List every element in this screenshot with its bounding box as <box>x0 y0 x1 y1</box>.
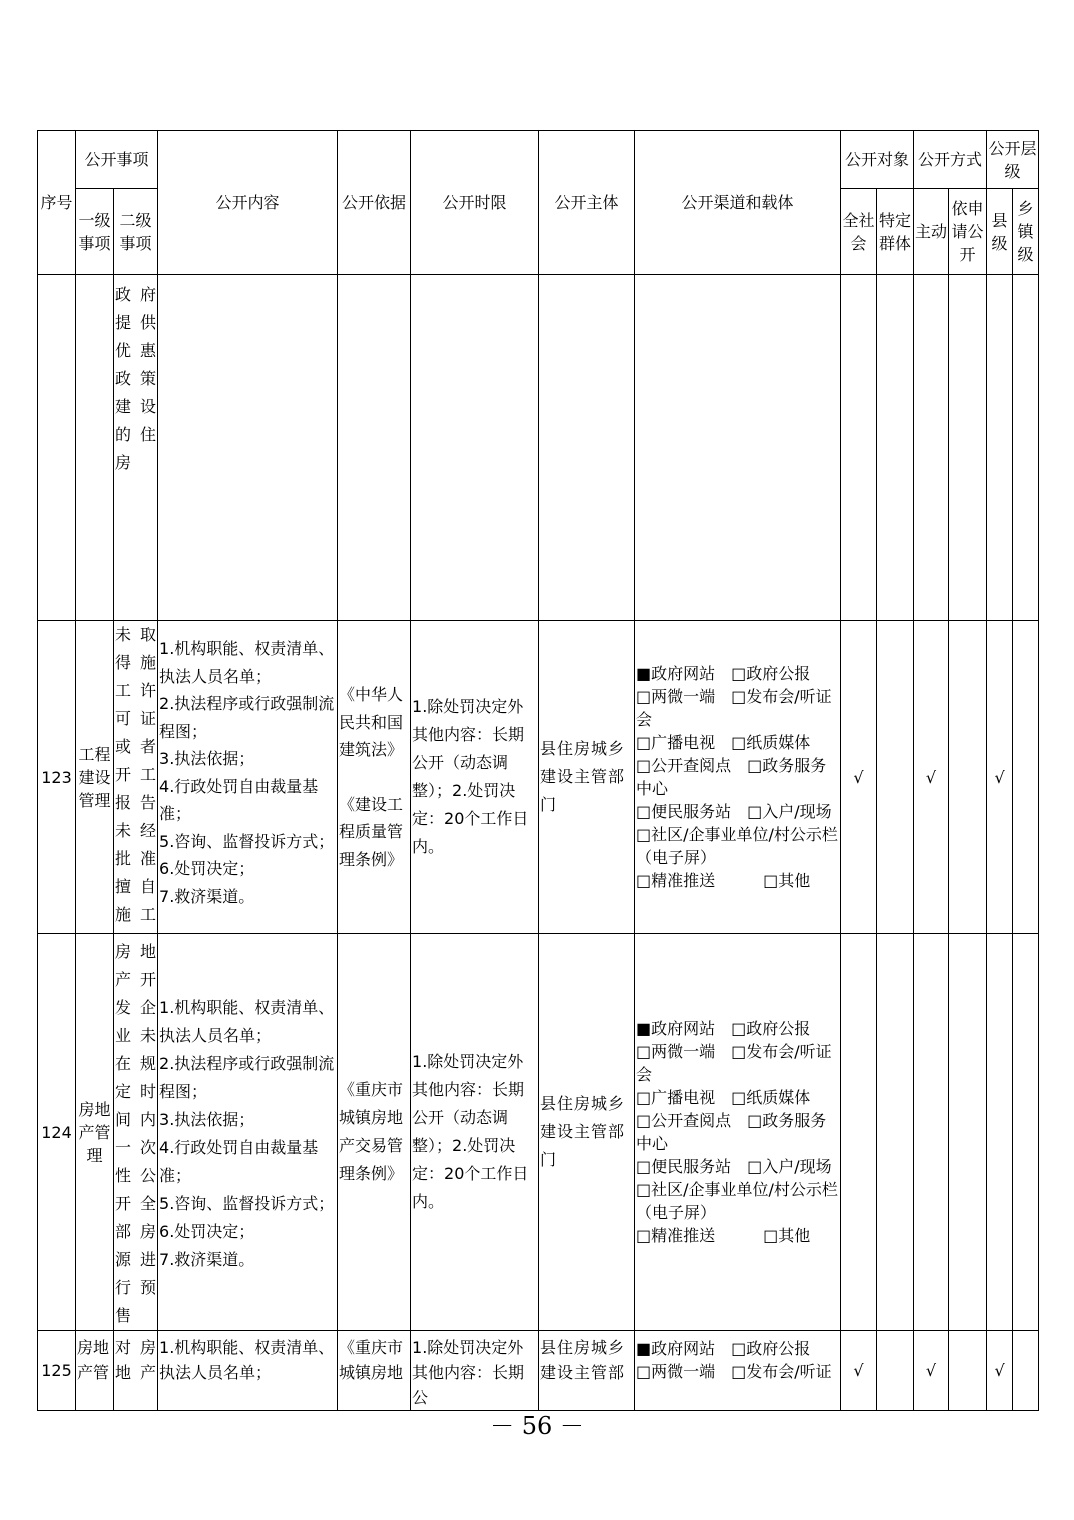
basis-line: 《重庆市城镇房地产交易管理条例》 <box>339 1080 404 1183</box>
on-request-cell <box>949 621 987 934</box>
timelimit-cell: 1.除处罚决定外其他内容：长期公 <box>411 1331 539 1411</box>
township-cell <box>1013 621 1039 934</box>
basis-cell <box>338 275 411 621</box>
content-line: 7.救济渠道。 <box>159 886 255 906</box>
page-number: － 56 － <box>490 1412 584 1440</box>
basis-line: 《建设工程质量管理条例》 <box>339 794 404 869</box>
basis-cell <box>338 1331 411 1411</box>
header-active: 主动 <box>914 189 949 275</box>
header-timelimit: 公开时限 <box>411 131 539 275</box>
channel-line: □精准推送 □其他 <box>636 871 811 890</box>
specific-group-cell <box>877 621 914 934</box>
timelimit-cell <box>411 275 539 621</box>
header-basis: 公开依据 <box>338 131 411 275</box>
channel-line: □社区/企事业单位/村公示栏（电子屏） <box>636 1180 838 1222</box>
channel-line: ■政府网站 □政府公报 <box>636 1019 811 1038</box>
basis-cell <box>338 934 411 1331</box>
on-request-cell <box>949 275 987 621</box>
channel-line: □公开查阅点 □政务服务中心 <box>636 1111 827 1153</box>
header-audience: 公开对象 <box>841 131 914 189</box>
content-cell <box>158 621 338 934</box>
header-channel: 公开渠道和载体 <box>635 131 841 275</box>
table-row <box>38 1331 1039 1411</box>
level1-cell: 房地产管理 <box>76 934 114 1331</box>
header-all-society: 全社会 <box>841 189 877 275</box>
county-cell: √ <box>987 621 1013 934</box>
content-line: 7.救济渠道。 <box>159 1250 255 1269</box>
on-request-cell <box>949 1331 987 1411</box>
header-township: 乡镇级 <box>1013 189 1039 275</box>
subject-cell: 县住房城乡建设主管部门 <box>539 934 635 1331</box>
level2-cell: 政府提供优惠政策建设的住房 <box>114 275 158 621</box>
specific-group-cell <box>877 1331 914 1411</box>
channel-cell <box>635 934 841 1331</box>
basis-line: 《中华人民共和国建筑法》 <box>339 685 404 759</box>
basis-line: 《重庆市城镇房地 <box>339 1338 404 1382</box>
active-cell <box>914 275 949 621</box>
content-line: 1.机构职能、权责清单、执法人员名单； <box>159 998 335 1045</box>
header-county: 县级 <box>987 189 1013 275</box>
all-society-cell: √ <box>841 621 877 934</box>
content-line: 3.执法依据； <box>159 749 255 768</box>
county-cell <box>987 275 1013 621</box>
level1-cell <box>76 275 114 621</box>
header-level1: 一级事项 <box>76 189 114 275</box>
content-line: 1.机构职能、权责清单、执法人员名单； <box>159 1338 335 1382</box>
subject-cell: 县住房城乡建设主管部 <box>539 1331 635 1411</box>
channel-line: □广播电视 □纸质媒体 <box>636 1088 811 1107</box>
all-society-cell: √ <box>841 1331 877 1411</box>
content-cell <box>158 1331 338 1411</box>
header-level2: 二级事项 <box>114 189 158 275</box>
subject-cell <box>539 275 635 621</box>
channel-line: □社区/企事业单位/村公示栏（电子屏） <box>636 825 838 867</box>
header-specific-group: 特定群体 <box>877 189 914 275</box>
basis-cell <box>338 621 411 934</box>
header-content: 公开内容 <box>158 131 338 275</box>
active-cell <box>914 934 949 1331</box>
header-on-request: 依申请公开 <box>949 189 987 275</box>
content-line: 1.机构职能、权责清单、执法人员名单； <box>159 639 335 686</box>
channel-line: □两微一端 □发布会/听证 <box>636 1362 832 1381</box>
content-line: 6.处罚决定； <box>159 859 255 878</box>
on-request-cell <box>949 934 987 1331</box>
content-cell <box>158 275 338 621</box>
all-society-cell <box>841 275 877 621</box>
active-cell: √ <box>914 621 949 934</box>
table-row <box>38 621 1039 934</box>
header-items: 公开事项 <box>76 131 158 189</box>
channel-line: □广播电视 □纸质媒体 <box>636 733 811 752</box>
level2-cell: 对房地产 <box>114 1331 158 1411</box>
subject-cell: 县住房城乡建设主管部门 <box>539 621 635 934</box>
table-row <box>38 934 1039 1331</box>
channel-line: □精准推送 □其他 <box>636 1226 811 1245</box>
header-subject: 公开主体 <box>539 131 635 275</box>
content-line: 6.处罚决定； <box>159 1222 255 1241</box>
timelimit-cell: 1.除处罚决定外其他内容：长期公开（动态调整）；2.处罚决定：20个工作日内。 <box>411 621 539 934</box>
content-line: 2.执法程序或行政强制流程图； <box>159 694 335 741</box>
content-line: 2.执法程序或行政强制流程图； <box>159 1054 335 1101</box>
seq-cell: 123 <box>38 621 76 934</box>
township-cell <box>1013 934 1039 1331</box>
level2-cell: 未取得施工许可证或者开工报告未经批准擅自施工 <box>114 621 158 934</box>
channel-line: □公开查阅点 □政务服务中心 <box>636 756 827 798</box>
table-row-continued <box>38 275 1039 621</box>
content-line: 3.执法依据； <box>159 1110 255 1129</box>
county-cell <box>987 934 1013 1331</box>
township-cell <box>1013 1331 1039 1411</box>
channel-line: ■政府网站 □政府公报 <box>636 1339 811 1358</box>
content-line: 4.行政处罚自由裁量基准； <box>159 776 319 823</box>
seq-cell: 124 <box>38 934 76 1331</box>
content-cell <box>158 934 338 1331</box>
channel-line: □便民服务站 □入户/现场 <box>636 802 832 821</box>
channel-cell <box>635 275 841 621</box>
header-seq: 序号 <box>38 131 76 275</box>
seq-cell <box>38 275 76 621</box>
header-tier: 公开层级 <box>987 131 1039 189</box>
township-cell <box>1013 275 1039 621</box>
channel-line: ■政府网站 □政府公报 <box>636 664 811 683</box>
disclosure-table <box>37 130 1039 1411</box>
specific-group-cell <box>877 275 914 621</box>
header-method: 公开方式 <box>914 131 987 189</box>
seq-cell: 125 <box>38 1331 76 1411</box>
all-society-cell <box>841 934 877 1331</box>
channel-cell <box>635 621 841 934</box>
level2-cell: 房地产开发企业未在规定时间内一次性公开全部房源进行预售 <box>114 934 158 1331</box>
channel-line: □两微一端 □发布会/听证会 <box>636 1042 832 1084</box>
level1-cell: 工程建设管理 <box>76 621 114 934</box>
timelimit-cell: 1.除处罚决定外其他内容：长期公开（动态调整）；2.处罚决定：20个工作日内。 <box>411 934 539 1331</box>
channel-cell <box>635 1331 841 1411</box>
level1-cell: 房地产管 <box>76 1331 114 1411</box>
content-line: 5.咨询、监督投诉方式； <box>159 1194 335 1213</box>
content-line: 4.行政处罚自由裁量基准； <box>159 1138 319 1185</box>
county-cell: √ <box>987 1331 1013 1411</box>
specific-group-cell <box>877 934 914 1331</box>
active-cell: √ <box>914 1331 949 1411</box>
content-line: 5.咨询、监督投诉方式； <box>159 831 335 851</box>
channel-line: □便民服务站 □入户/现场 <box>636 1157 832 1176</box>
channel-line: □两微一端 □发布会/听证会 <box>636 687 832 729</box>
